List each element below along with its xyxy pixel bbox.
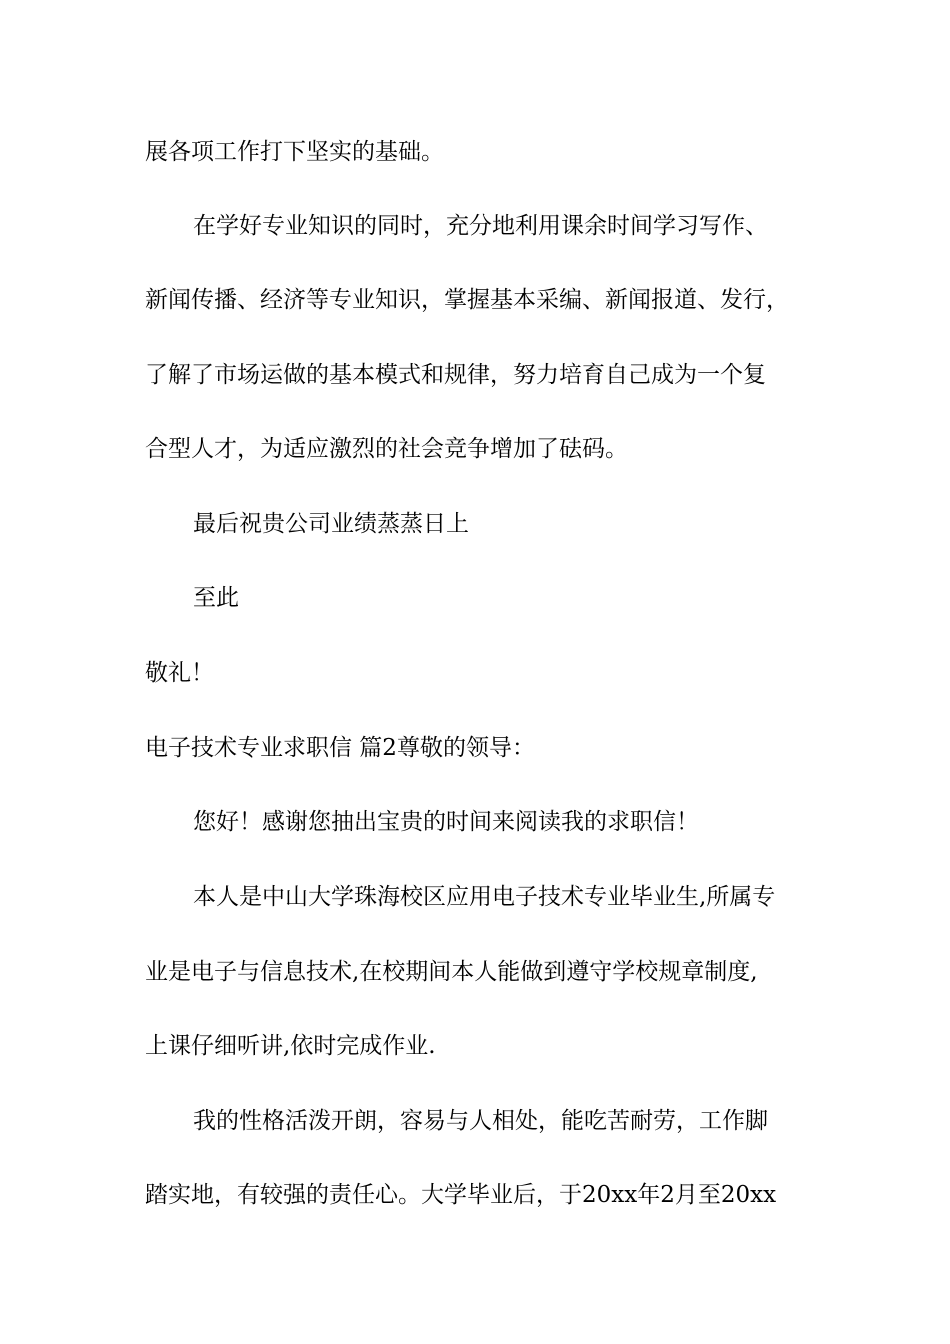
paragraph-line: 在学好专业知识的同时，充分地利用课余时间学习写作、 [193, 213, 768, 239]
greeting-line: 您好！感谢您抽出宝贵的时间来阅读我的求职信！ [193, 809, 699, 835]
closing-wish-line: 最后祝贵公司业绩蒸蒸日上 [193, 511, 469, 537]
paragraph-line: 踏实地，有较强的责任心。大学毕业后，于20xx年2月至20xx [145, 1182, 777, 1208]
paragraph-line: 展各项工作打下坚实的基础。 [145, 139, 444, 165]
section-heading: 电子技术专业求职信 篇2尊敬的领导： [145, 735, 535, 761]
paragraph-line: 我的性格活泼开朗，容易与人相处，能吃苦耐劳，工作脚 [193, 1108, 768, 1134]
paragraph-line: 了解了市场运做的基本模式和规律，努力培育自己成为一个复 [145, 362, 766, 388]
paragraph-line: 本人是中山大学珠海校区应用电子技术专业毕业生,所属专 [193, 884, 776, 910]
paragraph-line: 业是电子与信息技术,在校期间本人能做到遵守学校规章制度, [145, 959, 758, 985]
salutation-line: 敬礼！ [145, 660, 214, 686]
paragraph-line: 合型人才，为适应激烈的社会竞争增加了砝码。 [145, 436, 628, 462]
closing-line: 至此 [193, 585, 239, 611]
paragraph-line: 新闻传播、经济等专业知识，掌握基本采编、新闻报道、发行， [145, 287, 789, 313]
paragraph-line: 上课仔细听讲,依时完成作业. [145, 1033, 436, 1059]
